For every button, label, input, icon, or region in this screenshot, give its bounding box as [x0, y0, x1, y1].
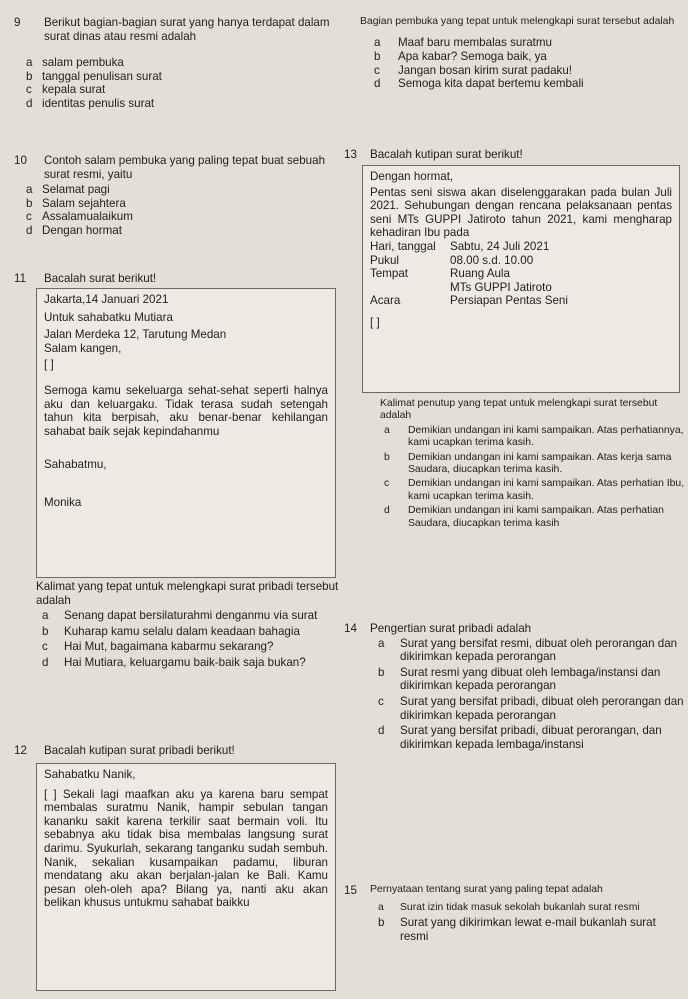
option[interactable]: c Jangan bosan kirim surat padaku! — [374, 63, 573, 77]
question-text: Bacalah kutipan surat pribadi berikut! — [44, 744, 235, 757]
option[interactable]: a Maaf baru membalas suratmu — [374, 36, 553, 50]
letter-address: Jalan Merdeka 12, Tarutung Medan — [44, 328, 227, 342]
detail-row: Pukul 08.00 s.d. 10.00 — [370, 253, 534, 267]
letter-recipient: Untuk sahabatku Mutiara — [44, 310, 173, 324]
option[interactable]: b Apa kabar? Semoga baik, ya — [374, 50, 547, 63]
option[interactable]: c Hai Mut, bagaimana kabarmu sekarang? — [42, 640, 274, 654]
option[interactable]: b Surat yang dikirimkan lewat e-mail bukanlah surat resmi — [378, 916, 656, 943]
question-13-options — [380, 398, 685, 530]
detail-row: Acara Persiapan Pentas Seni — [370, 294, 568, 308]
question-text: Pernyataan tentang surat yang paling tepat adalah — [370, 884, 603, 895]
letter-greeting: Dengan hormat, — [370, 170, 454, 183]
question-number: 11 — [14, 272, 27, 285]
letter-date: Jakarta,14 Januari 2021 — [44, 293, 169, 306]
letter-box-13 — [362, 165, 680, 393]
question-text: Bacalah kutipan surat berikut! — [370, 148, 523, 161]
question-11-options — [36, 580, 342, 670]
option[interactable]: a Surat izin tidak masuk sekolah bukanlah surat resmi — [378, 901, 640, 913]
option[interactable]: a Selamat pagi — [26, 183, 110, 197]
option[interactable]: a salam pembuka — [26, 56, 124, 70]
detail-row: Tempat Ruang Aula — [370, 267, 510, 281]
letter-box-12 — [36, 763, 336, 991]
question-stem: Bagian pembuka yang tepat untuk melengkapi surat tersebut adalah — [360, 16, 675, 27]
option[interactable]: c Demikian undangan ini kami sampaikan. Atas perhatian Ibu, kami ucapkan terima kasih. — [384, 478, 685, 502]
option[interactable]: a Senang dapat bersilaturahmi denganmu via surat — [42, 609, 318, 623]
question-9 — [14, 16, 344, 111]
letter-body: Pentas seni siswa akan diselenggarakan pada bulan Juli 2021. Sehubungan dengan rencana pelaksanaan pentas seni MTs GUPPI Jatiroto tahun 2021, kami mengharap kehadiran Ibu pada — [370, 185, 672, 240]
question-15 — [344, 884, 684, 943]
option[interactable]: d Demikian undangan ini kami sampaikan. Atas perhatian Saudara, diucapkan terima kasih — [384, 505, 664, 529]
letter-greeting: Sahabatku Nanik, — [44, 768, 136, 781]
question-text: Berikut bagian-bagian surat yang hanya terdapat dalam surat dinas atau resmi adalah — [44, 16, 330, 43]
question-13 — [344, 148, 684, 162]
question-12-options — [360, 16, 685, 91]
option[interactable]: b Demikian undangan ini kami sampaikan. Atas kerja sama Saudara, diucapkan terima kasih. — [384, 451, 672, 476]
letter-box-11 — [36, 288, 336, 578]
option[interactable]: d Surat yang bersifat pribadi, dibuat perorangan, dan dikirimkan kepada lembaga/instansi — [378, 724, 662, 751]
option[interactable]: d Dengan hormat — [26, 223, 122, 237]
option[interactable]: c kepala surat — [26, 83, 106, 97]
option[interactable]: b Salam sejahtera — [26, 196, 126, 210]
option[interactable]: d Hai Mutiara, keluargamu baik-baik saja bukan? — [42, 655, 306, 669]
question-text: Bacalah surat berikut! — [44, 272, 157, 285]
detail-row: Hari, tanggal Sabtu, 24 Juli 2021 — [370, 239, 550, 253]
option[interactable]: a Surat yang bersifat resmi, dibuat oleh perorangan dan dikirimkan kepada perorangan — [378, 636, 678, 664]
question-stem: Kalimat penutup yang tepat untuk melengkapi surat tersebut adalah — [380, 398, 658, 422]
option[interactable]: d identitas penulis surat — [26, 96, 155, 110]
detail-row: MTs GUPPI Jatiroto — [450, 280, 552, 294]
question-12 — [14, 744, 344, 758]
question-14 — [344, 622, 684, 751]
option[interactable]: c Surat yang bersifat pribadi, dibuat oleh perorangan dan dikirimkan kepada perorangan — [378, 694, 684, 722]
question-text: Contoh salam pembuka yang paling tepat buat sebuah surat resmi, yaitu — [44, 154, 326, 181]
option[interactable]: b tanggal penulisan surat — [26, 69, 162, 83]
question-number: 12 — [14, 744, 27, 757]
question-number: 9 — [14, 16, 21, 29]
question-text: Pengertian surat pribadi adalah — [370, 622, 532, 635]
letter-blank: [ ] — [370, 315, 380, 329]
option[interactable]: d Semoga kita dapat bertemu kembali — [374, 77, 584, 91]
option[interactable]: c Assalamualaikum — [26, 210, 133, 224]
question-stem: Kalimat yang tepat untuk melengkapi surat pribadi tersebut adalah — [36, 580, 339, 607]
question-10 — [14, 154, 344, 238]
letter-signature: Monika — [44, 495, 82, 509]
question-number: 10 — [14, 154, 27, 167]
option[interactable]: a Demikian undangan ini kami sampaikan. Atas perhatiannya, kami ucapkan terima kasih. — [384, 424, 684, 449]
option[interactable]: b Kuharap kamu selalu dalam keadaan bahagia — [42, 624, 300, 638]
letter-closing: Sahabatmu, — [44, 458, 107, 472]
letter-greeting: Salam kangen, — [44, 341, 122, 355]
letter-body: [ ] Sekali lagi maafkan aku ya karena baru sempat membalas suratmu Nanik, hampir sebulan tangan kananku sakit karena terkilir saat bermain voli. Itu sebabnya aku tidak bisa membalas langsung surat darimu. Syukurlah, sekarang tanganku sudah sembuh. Nanik, sekalian kusampaikan padamu, liburan mendatang aku akan berjalan-jalan ke Bali. Kamu pesan oleh-oleh apa? Bilang ya, nanti aku akan belikan khusus untukmu sahabat baikku — [44, 787, 328, 910]
question-number: 15 — [344, 884, 357, 897]
letter-blank: [ ] — [44, 358, 54, 372]
question-11 — [14, 272, 344, 286]
option[interactable]: b Surat resmi yang dibuat oleh lembaga/instansi dan dikirimkan kepada perorangan — [378, 665, 661, 693]
question-number: 14 — [344, 622, 357, 635]
letter-body: Semoga kamu sekeluarga sehat-sehat seperti halnya aku dan keluargaku. Tidak terasa sudah setengah tahun kita berpisah, aku benar-benar kehilangan sahabat baik sejak kepindahanmu — [44, 383, 328, 438]
question-number: 13 — [344, 148, 357, 161]
